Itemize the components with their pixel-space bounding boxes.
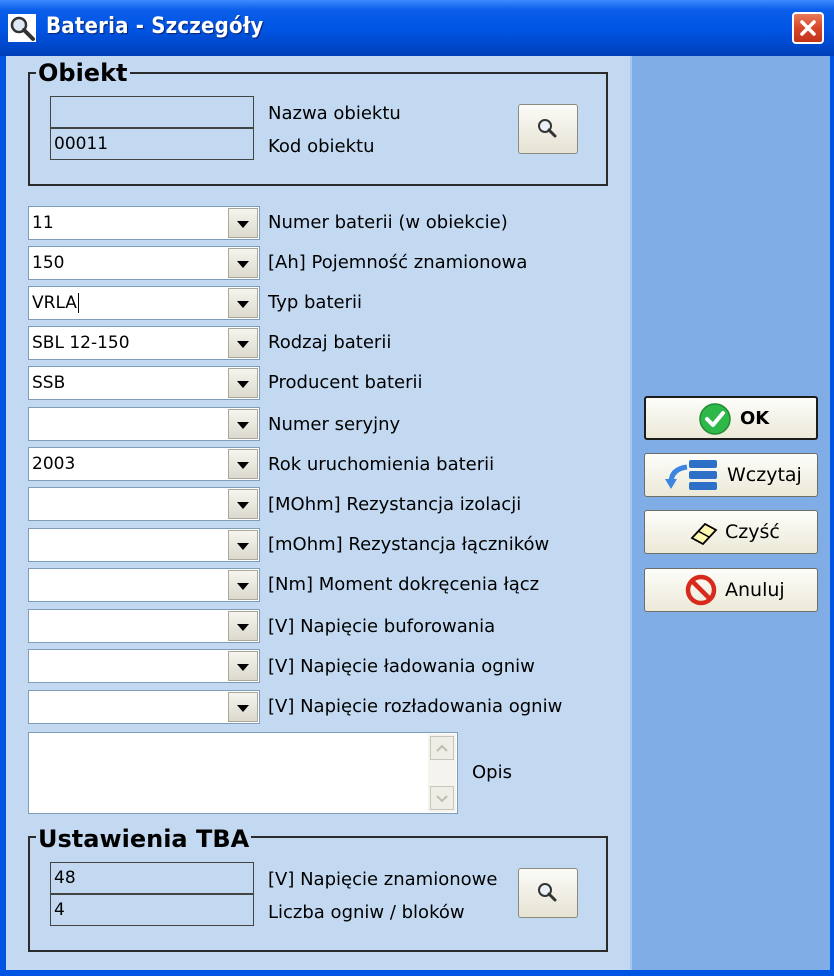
text-cursor	[78, 293, 79, 313]
magnifier-icon	[8, 14, 36, 42]
czysc-label: Czyść	[725, 521, 780, 543]
pojemnosc-label: [Ah] Pojemność znamionowa	[268, 252, 528, 273]
czysc-button[interactable]	[644, 510, 818, 554]
cancel-icon	[685, 574, 717, 606]
rezystancja-lacznikow-label: [mOhm] Rezystancja łączników	[268, 534, 550, 555]
chevron-down-icon[interactable]	[228, 611, 258, 641]
combo-value	[32, 287, 79, 319]
liczba-ogniw-label: Liczba ogniw / bloków	[268, 902, 465, 923]
chevron-down-icon[interactable]	[228, 208, 258, 238]
chevron-down-icon	[431, 787, 453, 809]
chevron-down-icon[interactable]	[228, 692, 258, 722]
rezystancja-izolacji-label: [MOhm] Rezystancja izolacji	[268, 494, 522, 515]
combo-value: SSB	[32, 373, 66, 393]
combo-value: SBL 12-150	[32, 333, 130, 353]
chevron-down-icon[interactable]	[228, 409, 258, 439]
obiekt-legend: Obiekt	[38, 59, 128, 87]
numer-seryjny-label: Numer seryjny	[268, 414, 401, 435]
rok-uruchomienia-combo[interactable]	[28, 447, 260, 481]
nazwa-obiektu-label: Nazwa obiektu	[268, 103, 401, 124]
napiecie-znamionowe-field: 48	[50, 862, 254, 894]
title-bar[interactable]	[0, 0, 834, 56]
close-button[interactable]	[792, 12, 824, 44]
anuluj-button[interactable]	[644, 568, 818, 612]
pojemnosc-combo[interactable]	[28, 246, 260, 280]
producent-label: Producent baterii	[268, 372, 423, 393]
moment-dokrecenia-label: [Nm] Moment dokręcenia łącz	[268, 574, 540, 595]
napiecie-ladowania-combo[interactable]	[28, 649, 260, 683]
wczytaj-label: Wczytaj	[727, 464, 802, 486]
close-icon	[794, 14, 822, 42]
kod-obiektu-field: 00011	[50, 128, 254, 160]
napiecie-znamionowe-label: [V] Napięcie znamionowe	[268, 869, 498, 890]
scroll-up-button[interactable]	[430, 736, 454, 760]
producent-combo[interactable]	[28, 366, 260, 400]
typ-baterii-combo[interactable]	[28, 286, 260, 320]
typ-baterii-value: VRLA	[32, 293, 77, 313]
opis-scrollbar[interactable]	[428, 734, 456, 812]
napiecie-buforowania-label: [V] Napięcie buforowania	[268, 616, 496, 637]
obiekt-search-button[interactable]	[518, 104, 578, 154]
combo-value: 2003	[32, 454, 76, 474]
nazwa-obiektu-field	[50, 96, 254, 128]
opis-label: Opis	[472, 762, 512, 783]
dialog-client-area	[6, 56, 828, 970]
check-icon	[698, 402, 732, 436]
moment-dokrecenia-combo[interactable]	[28, 568, 260, 602]
combo-value: 150	[32, 253, 65, 273]
wczytaj-button[interactable]	[644, 453, 818, 497]
chevron-down-icon[interactable]	[228, 449, 258, 479]
window-title: Bateria - Szczegóły	[46, 14, 264, 39]
napiecie-ladowania-label: [V] Napięcie ładowania ogniw	[268, 656, 535, 677]
chevron-down-icon[interactable]	[228, 368, 258, 398]
tba-search-button[interactable]	[518, 868, 578, 918]
rodzaj-baterii-label: Rodzaj baterii	[268, 332, 392, 353]
chevron-down-icon[interactable]	[228, 570, 258, 600]
chevron-down-icon[interactable]	[228, 651, 258, 681]
chevron-down-icon[interactable]	[228, 328, 258, 358]
napiecie-buforowania-combo[interactable]	[28, 609, 260, 643]
typ-baterii-label: Typ baterii	[268, 292, 362, 313]
kod-obiektu-label: Kod obiektu	[268, 136, 375, 157]
ok-label: OK	[740, 408, 770, 429]
rok-uruchomienia-label: Rok uruchomienia baterii	[268, 454, 495, 475]
chevron-up-icon	[431, 737, 453, 759]
load-list-icon	[665, 457, 721, 495]
magnifier-icon	[519, 105, 577, 153]
combo-value: 11	[32, 213, 54, 233]
scroll-down-button[interactable]	[430, 786, 454, 810]
numer-baterii-label: Numer baterii (w obiekcie)	[268, 212, 508, 233]
anuluj-label: Anuluj	[725, 579, 785, 601]
numer-seryjny-combo[interactable]	[28, 407, 260, 441]
tba-legend: Ustawienia TBA	[38, 825, 250, 853]
napiecie-rozladowania-label: [V] Napięcie rozładowania ogniw	[268, 696, 563, 717]
chevron-down-icon[interactable]	[228, 248, 258, 278]
eraser-icon	[689, 520, 719, 546]
chevron-down-icon[interactable]	[228, 288, 258, 318]
opis-textarea[interactable]	[28, 732, 458, 814]
ok-button[interactable]	[644, 396, 818, 440]
rezystancja-izolacji-combo[interactable]	[28, 487, 260, 521]
magnifier-icon	[519, 869, 577, 917]
numer-baterii-combo[interactable]	[28, 206, 260, 240]
chevron-down-icon[interactable]	[228, 530, 258, 560]
liczba-ogniw-field: 4	[50, 894, 254, 926]
rezystancja-lacznikow-combo[interactable]	[28, 528, 260, 562]
rodzaj-baterii-combo[interactable]	[28, 326, 260, 360]
chevron-down-icon[interactable]	[228, 489, 258, 519]
napiecie-rozladowania-combo[interactable]	[28, 690, 260, 724]
